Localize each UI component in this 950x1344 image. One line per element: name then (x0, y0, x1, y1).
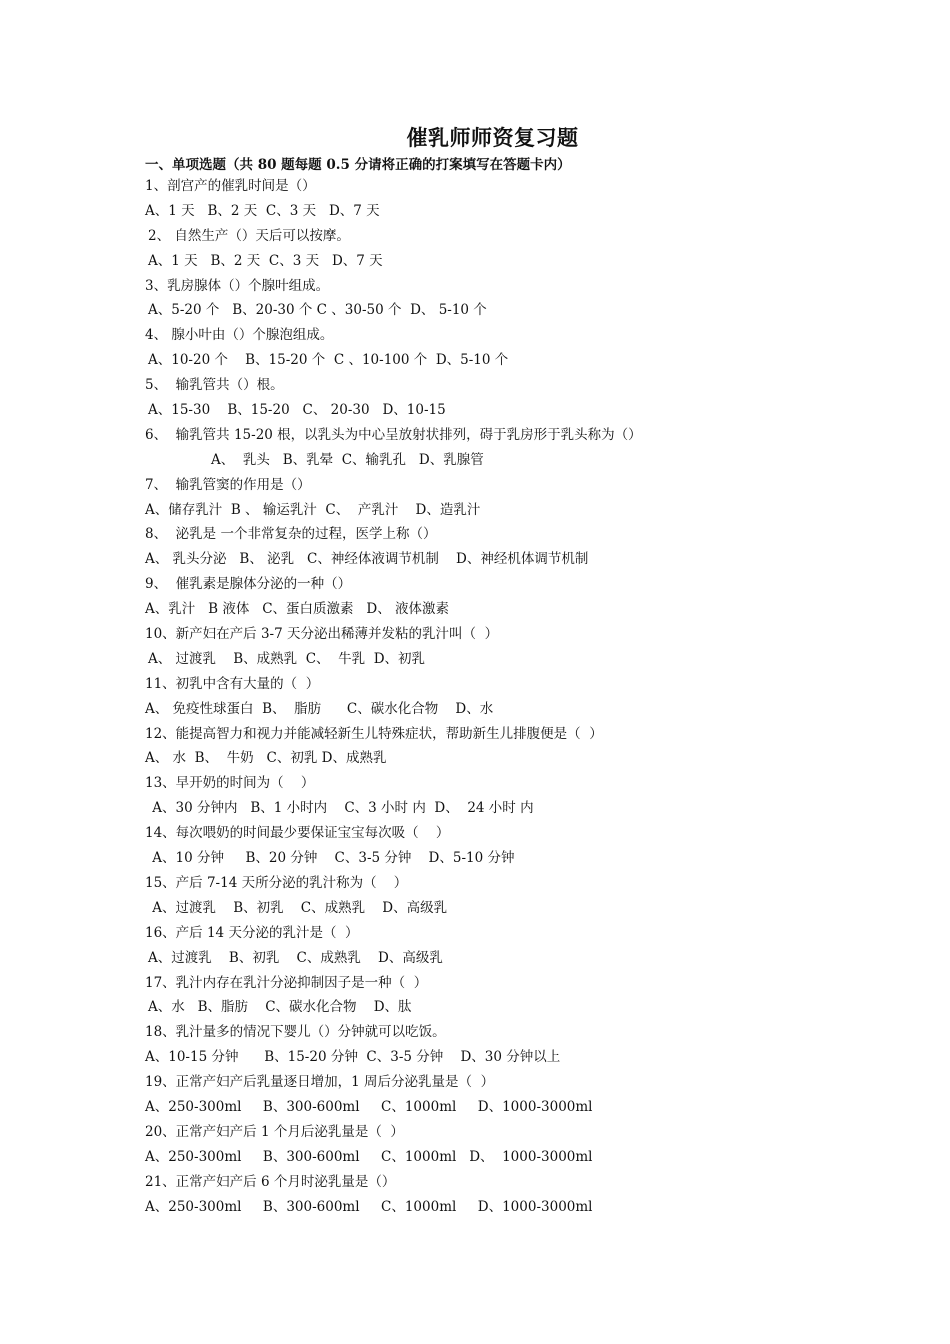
question-text: 3、乳房腺体（）个腺叶组成。 (145, 277, 330, 294)
question-text: 11、初乳中含有大量的（ ） (145, 675, 320, 692)
answer-options: A、1 天 B、2 天 C、3 天 D、7 天 (145, 202, 380, 219)
answer-options: A、5-20 个 B、20-30 个 C 、30-50 个 D、 5-10 个 (148, 302, 487, 319)
answer-options: A、储存乳汁 B 、 输运乳汁 C、 产乳汁 D、造乳汁 (145, 501, 481, 518)
question-text: 4、 腺小叶由（）个腺泡组成。 (145, 327, 334, 344)
question-text: 8、 泌乳是 一个非常复杂的过程，医学上称（） (145, 526, 437, 543)
answer-options: A、过渡乳 B、初乳 C、成熟乳 D、高级乳 (148, 899, 448, 916)
question-text: 13、早开奶的时间为（ ） (145, 775, 315, 792)
question-text: 2、 自然生产（）天后可以按摩。 (148, 227, 350, 244)
question-text: 15、产后 7-14 天所分泌的乳汁称为（ ） (145, 874, 408, 891)
question-text: 6、 输乳管共 15-20 根，以乳头为中心呈放射状排列，碍于乳房形于乳头称为（） (145, 426, 642, 443)
question-text: 9、 催乳素是腺体分泌的一种（） (145, 576, 352, 593)
question-text: 1、剖宫产的催乳时间是（） (145, 178, 316, 194)
question-list (0, 174, 950, 1219)
answer-options: A、10-15 分钟 B、15-20 分钟 C、3-5 分钟 D、30 分钟以上 (145, 1049, 561, 1066)
answer-options: A、1 天 B、2 天 C、3 天 D、7 天 (148, 252, 383, 269)
answer-options: A、 乳头分泌 B、 泌乳 C、神经体液调节机制 D、神经机体调节机制 (145, 551, 589, 568)
answer-options: A、250-300ml B、300-600ml C、1000ml D、1000-3000ml (145, 1098, 593, 1115)
answer-options: A、水 B、脂肪 C、碳水化合物 D、肽 (148, 999, 412, 1016)
answer-options: A、 免疫性球蛋白 B、 脂肪 C、碳水化合物 D、水 (145, 700, 494, 717)
answer-options: A、10 分钟 B、20 分钟 C、3-5 分钟 D、5-10 分钟 (148, 850, 515, 867)
answer-options: A、10-20 个 B、15-20 个 C 、10-100 个 D、5-10 个 (148, 352, 509, 369)
answer-options: A、250-300ml B、300-600ml C、1000ml D、1000-3000ml (145, 1198, 593, 1215)
answer-options: A、 过渡乳 B、成熟乳 C、 牛乳 D、初乳 (148, 650, 426, 667)
question-text: 20、正常产妇产后 1 个月后泌乳量是（ ） (145, 1123, 404, 1140)
question-text: 10、新产妇在产后 3-7 天分泌出稀薄并发粘的乳汁叫（ ） (145, 626, 499, 643)
answer-options: A、250-300ml B、300-600ml C、1000ml D、 1000-3000ml (145, 1148, 593, 1165)
answer-options: A、15-30 B、15-20 C、 20-30 D、10-15 (148, 402, 446, 419)
question-text: 17、乳汁内存在乳汁分泌抑制因子是一种（ ） (145, 974, 428, 991)
answer-options: A、30 分钟内 B、1 小时内 C、3 小时 内 D、 24 小时 内 (148, 800, 534, 817)
document-title: 催乳师师资复习题 (406, 125, 579, 150)
answer-options: A、 水 B、 牛奶 C、初乳 D、成熟乳 (145, 750, 387, 767)
question-text: 7、 输乳管窦的作用是（） (145, 476, 311, 493)
question-text: 21、正常产妇产后 6 个月时泌乳量是（） (145, 1173, 396, 1190)
question-text: 18、乳汁量多的情况下婴儿（）分钟就可以吃饭。 (145, 1024, 446, 1041)
answer-options: A、 乳头 B、乳晕 C、输乳孔 D、乳腺管 (211, 451, 484, 468)
question-text: 5、 输乳管共（）根。 (145, 377, 284, 394)
question-text: 14、每次喂奶的时间最少要保证宝宝每次吸（ ） (145, 825, 450, 842)
question-text: 16、产后 14 天分泌的乳汁是（ ） (145, 924, 359, 941)
answer-options: A、过渡乳 B、初乳 C、成熟乳 D、高级乳 (148, 949, 443, 966)
question-text: 12、能提高智力和视力并能减轻新生儿特殊症状，帮助新生儿排腹便是（ ） (145, 725, 603, 742)
section-heading: 一、单项选题（共 80 题每题 0.5 分请将正确的打案填写在答题卡内） (145, 157, 571, 173)
question-text: 19、正常产妇产后乳量逐日增加，1 周后分泌乳量是（ ） (145, 1074, 495, 1091)
answer-options: A、乳汁 B 液体 C、蛋白质激素 D、 液体激素 (145, 601, 450, 618)
